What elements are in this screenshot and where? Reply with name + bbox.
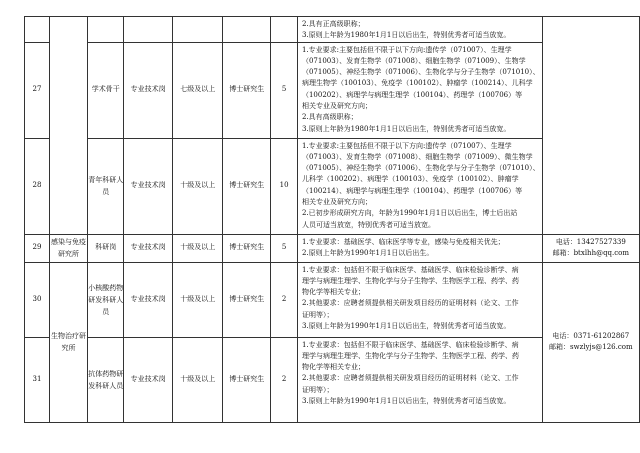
level: 七级及以上 [173, 42, 223, 138]
education: 博士研究生 [223, 42, 271, 138]
requirement-line: 儿科学（100202）、病理学（100103）、免疫学（100102）、肿瘤学 [301, 175, 519, 184]
education: 博士研究生 [223, 337, 271, 422]
requirement-line: （100214）、病理学与病理生理学（100104）、药理学（100706）等 [301, 186, 523, 195]
requirement-line: 2.具有高级职称； [301, 113, 358, 122]
level: 十级及以上 [173, 337, 223, 422]
contact-cell [542, 234, 639, 262]
requirement-line: 相关专业及研究方向； [301, 198, 372, 207]
requirement-line: 3.原则上年龄为1990年1月1日以后出生，特别优秀者可适当放宽。 [301, 397, 511, 406]
requirement-line: 1.专业要求：包括但不限于临床医学、基础医学、临床检验诊断学、病 [301, 340, 519, 349]
post-name: 科研岗 [88, 234, 124, 262]
requirement-line: 2.已初步形成研究方向，年龄为1990年1月1日以后出生，博士后出站 [301, 209, 518, 218]
dept-name: 生物治疗研究所 [50, 262, 88, 422]
requirements-cell [297, 42, 542, 138]
requirement-line: 2.其他要求：应聘者须提供相关研发项目经历的证明材料（论文、工作 [301, 374, 519, 383]
post-type: 专业技术岗 [124, 138, 173, 234]
requirement-line: 证明等）； [301, 385, 334, 394]
post-name: 小核酸药物研发科研人员 [88, 262, 124, 337]
requirements-cell [297, 337, 542, 422]
level: 十级及以上 [173, 234, 223, 262]
table-row [25, 262, 640, 337]
requirement-line: （071003）、发育生物学（071008）、细胞生物学（071009）、生物学 [301, 56, 526, 65]
requirement-line: 理学与病理生理学、生物化学与分子生物学、生物医学工程、药学、药 [301, 351, 519, 360]
headcount: 2 [271, 262, 298, 337]
education: 博士研究生 [223, 262, 271, 337]
level: 十级及以上 [173, 262, 223, 337]
requirement-line: （071003）、发育生物学（071008）、细胞生物学（071009）、微生物学 [301, 152, 533, 161]
post-type: 专业技术岗 [124, 337, 173, 422]
requirements-cell [297, 262, 542, 337]
education: 博士研究生 [223, 138, 271, 234]
requirements-cell [297, 138, 542, 234]
recruitment-table [24, 16, 640, 423]
row-number: 30 [25, 262, 50, 337]
requirement-line: 2.原则上年龄为1990年1月1日以后出生。 [301, 248, 434, 257]
contact-cell [542, 262, 639, 422]
row-number: 29 [25, 234, 50, 262]
requirement-line: 3.原则上年龄为1990年1月1日以后出生，特别优秀者可适当放宽。 [301, 322, 511, 331]
requirement-line: 3.原则上年龄为1980年1月1日以后出生，特别优秀者可适当放宽。 [301, 31, 511, 40]
requirement-line: 证明等）； [301, 310, 334, 319]
requirement-line: （071005）、神经生物学（071006）、生物化学与分子生物学（071010）、 [301, 164, 540, 173]
post-name: 抗体药物研发科研人员 [88, 337, 124, 422]
requirements-cell [297, 234, 542, 262]
requirement-line: 物化学等相关专业； [301, 363, 365, 372]
education-cell [223, 17, 271, 43]
requirement-line: 1.专业要求:主要包括但不限于以下方向:遗传学（071007）、生理学 [301, 45, 512, 54]
level: 十级及以上 [173, 138, 223, 234]
requirement-line: 2.具有正高级职称； [301, 20, 365, 28]
requirement-line: 1.专业要求：基础医学、临床医学等专业，感染与免疫相关优先； [301, 237, 505, 246]
contact-cell [542, 17, 639, 235]
requirement-line: 病理生物学（100103）、免疫学（100102）、肿瘤学（100214）、儿科学 [301, 79, 533, 88]
contact-email: 邮箱：btxlhh@qq.com [552, 249, 630, 258]
requirement-line: 人员可适当放宽，特别优秀者可适当放宽。 [301, 220, 435, 229]
count-cell [271, 17, 298, 43]
contact-phone: 电话：0371-61202867 [552, 331, 630, 340]
education: 博士研究生 [223, 234, 271, 262]
table-row [25, 234, 640, 262]
post-type: 专业技术岗 [124, 42, 173, 138]
requirement-line: 理学与病理生理学、生物化学与分子生物学、生物医学工程、药学、药 [301, 276, 519, 285]
post-name-cell [88, 17, 124, 43]
requirement-line: 相关专业及研究方向； [301, 102, 372, 111]
requirements-cell [297, 17, 542, 43]
requirement-line: （071005）、神经生物学（071006）、生物化学与分子生物学（071010）、 [301, 68, 540, 77]
headcount: 10 [271, 138, 298, 234]
no-cell [25, 17, 50, 43]
row-number: 28 [25, 138, 50, 234]
post-name: 青年科研人员 [88, 138, 124, 234]
headcount: 5 [271, 234, 298, 262]
level-cell [173, 17, 223, 43]
requirement-line: 3.原则上年龄为1980年1月1日以后出生，特别优秀者可适当放宽。 [301, 124, 511, 133]
post-name: 学术骨干 [88, 42, 124, 138]
headcount: 5 [271, 42, 298, 138]
contact-phone: 电话：13427527339 [555, 237, 626, 246]
requirement-line: （100202）、病理学与病理生理学（100104）、药理学（100706）等 [301, 90, 523, 99]
post-type-cell [124, 17, 173, 43]
requirement-line: 2.其他要求：应聘者须提供相关研发项目经历的证明材料（论文、工作 [301, 299, 519, 308]
post-type: 专业技术岗 [124, 262, 173, 337]
row-number: 27 [25, 42, 50, 138]
contact-email: 邮箱：swzlyjs@126.com [549, 343, 633, 352]
row-number: 31 [25, 337, 50, 422]
requirement-line: 1.专业要求：包括但不限于临床医学、基础医学、临床检验诊断学、病 [301, 265, 519, 274]
post-type: 专业技术岗 [124, 234, 173, 262]
dept-name: 感染与免疫研究所 [50, 234, 88, 262]
headcount: 2 [271, 337, 298, 422]
requirement-line: 1.专业要求:主要包括但不限于以下方向:遗传学（071007）、生理学 [301, 141, 512, 150]
table-row [25, 17, 640, 43]
requirement-line: 物化学等相关专业； [301, 288, 365, 297]
dept-cell [50, 17, 88, 235]
